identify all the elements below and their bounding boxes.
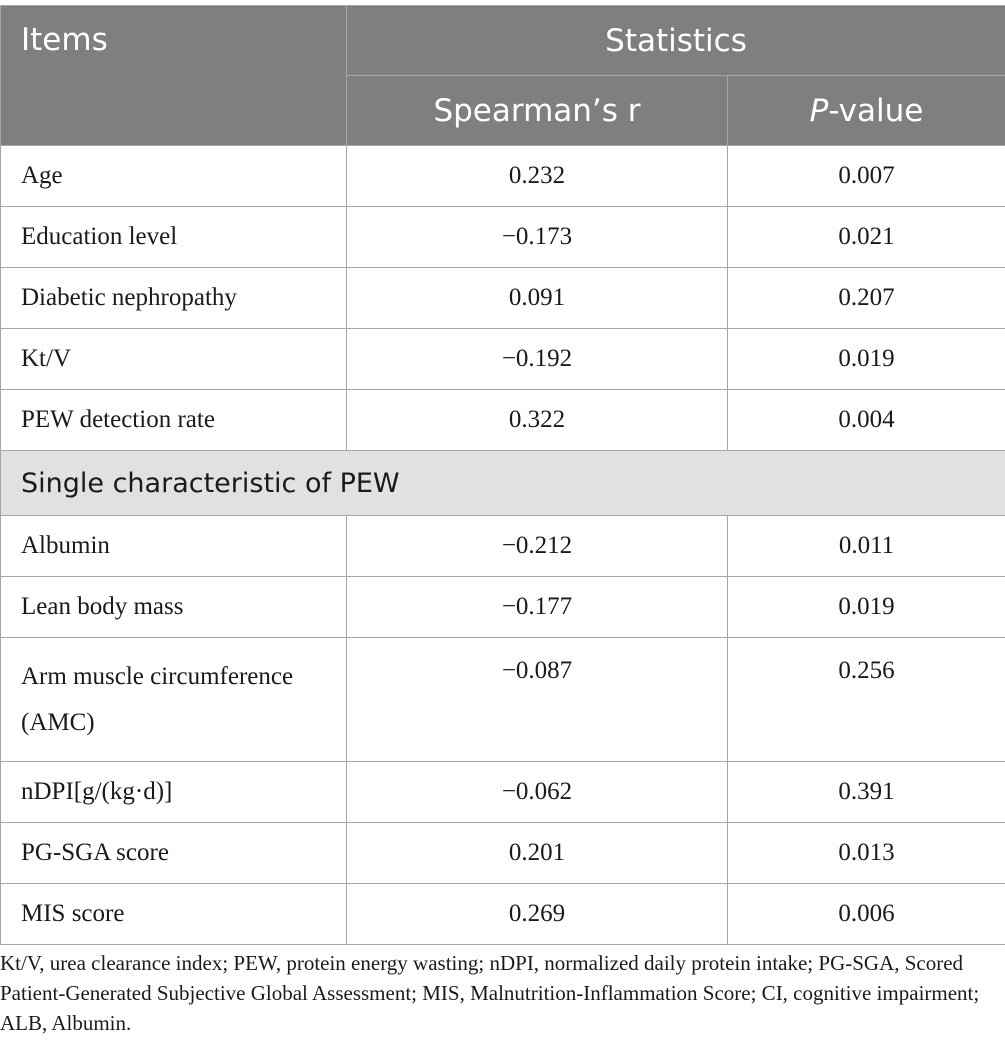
row-item: nDPI[g/(kg·d)] — [1, 762, 347, 823]
table-row — [1, 329, 1005, 390]
header-statistics: Statistics — [347, 6, 1005, 76]
section-title: Single characteristic of PEW — [1, 451, 1005, 516]
row-item: PG-SGA score — [1, 823, 347, 884]
table-row — [1, 762, 1005, 823]
table-row — [1, 146, 1005, 207]
row-p-value: 0.391 — [728, 762, 1005, 823]
row-p-value: 0.004 — [728, 390, 1005, 451]
row-item: Lean body mass — [1, 577, 347, 638]
row-item: MIS score — [1, 884, 347, 945]
row-p-value: 0.006 — [728, 884, 1005, 945]
row-spearman: −0.087 — [347, 638, 728, 762]
row-item: Albumin — [1, 516, 347, 577]
row-p-value: 0.011 — [728, 516, 1005, 577]
row-spearman: −0.177 — [347, 577, 728, 638]
row-p-value: 0.019 — [728, 329, 1005, 390]
table-row — [1, 884, 1005, 945]
table-row — [1, 638, 1005, 762]
row-p-value: 0.256 — [728, 638, 1005, 762]
row-item: Education level — [1, 207, 347, 268]
row-item: Diabetic nephropathy — [1, 268, 347, 329]
row-p-value: 0.019 — [728, 577, 1005, 638]
table-row — [1, 390, 1005, 451]
header-spearman: Spearman’s r — [347, 76, 728, 146]
row-item: Age — [1, 146, 347, 207]
header-p-italic: P — [809, 92, 829, 129]
header-items: Items — [1, 6, 347, 146]
table-row — [1, 516, 1005, 577]
row-spearman: 0.232 — [347, 146, 728, 207]
table-row — [1, 268, 1005, 329]
header-p-value — [728, 76, 1005, 146]
header-p-rest: -value — [828, 92, 924, 129]
row-spearman: 0.201 — [347, 823, 728, 884]
row-spearman: 0.322 — [347, 390, 728, 451]
table-row — [1, 823, 1005, 884]
statistics-table — [0, 5, 1005, 945]
row-spearman: 0.091 — [347, 268, 728, 329]
row-item: Arm muscle circumference (AMC) — [1, 638, 347, 762]
row-spearman: −0.212 — [347, 516, 728, 577]
row-p-value: 0.013 — [728, 823, 1005, 884]
row-spearman: −0.173 — [347, 207, 728, 268]
row-spearman: −0.062 — [347, 762, 728, 823]
row-p-value: 0.007 — [728, 146, 1005, 207]
row-item: Kt/V — [1, 329, 347, 390]
table-row — [1, 207, 1005, 268]
row-spearman: 0.269 — [347, 884, 728, 945]
table-footnote: Kt/V, urea clearance index; PEW, protein energy wasting; nDPI, normalized daily protein intake; PG-SGA, Scored Patient-Generated Subjective Global Assessment; MIS, Malnutrition-Inflammation Score; CI, cognitive impairment; ALB, Albumin. — [0, 951, 980, 1035]
table-row — [1, 577, 1005, 638]
row-item: PEW detection rate — [1, 390, 347, 451]
section-row — [1, 451, 1005, 516]
row-p-value: 0.021 — [728, 207, 1005, 268]
row-p-value: 0.207 — [728, 268, 1005, 329]
row-spearman: −0.192 — [347, 329, 728, 390]
